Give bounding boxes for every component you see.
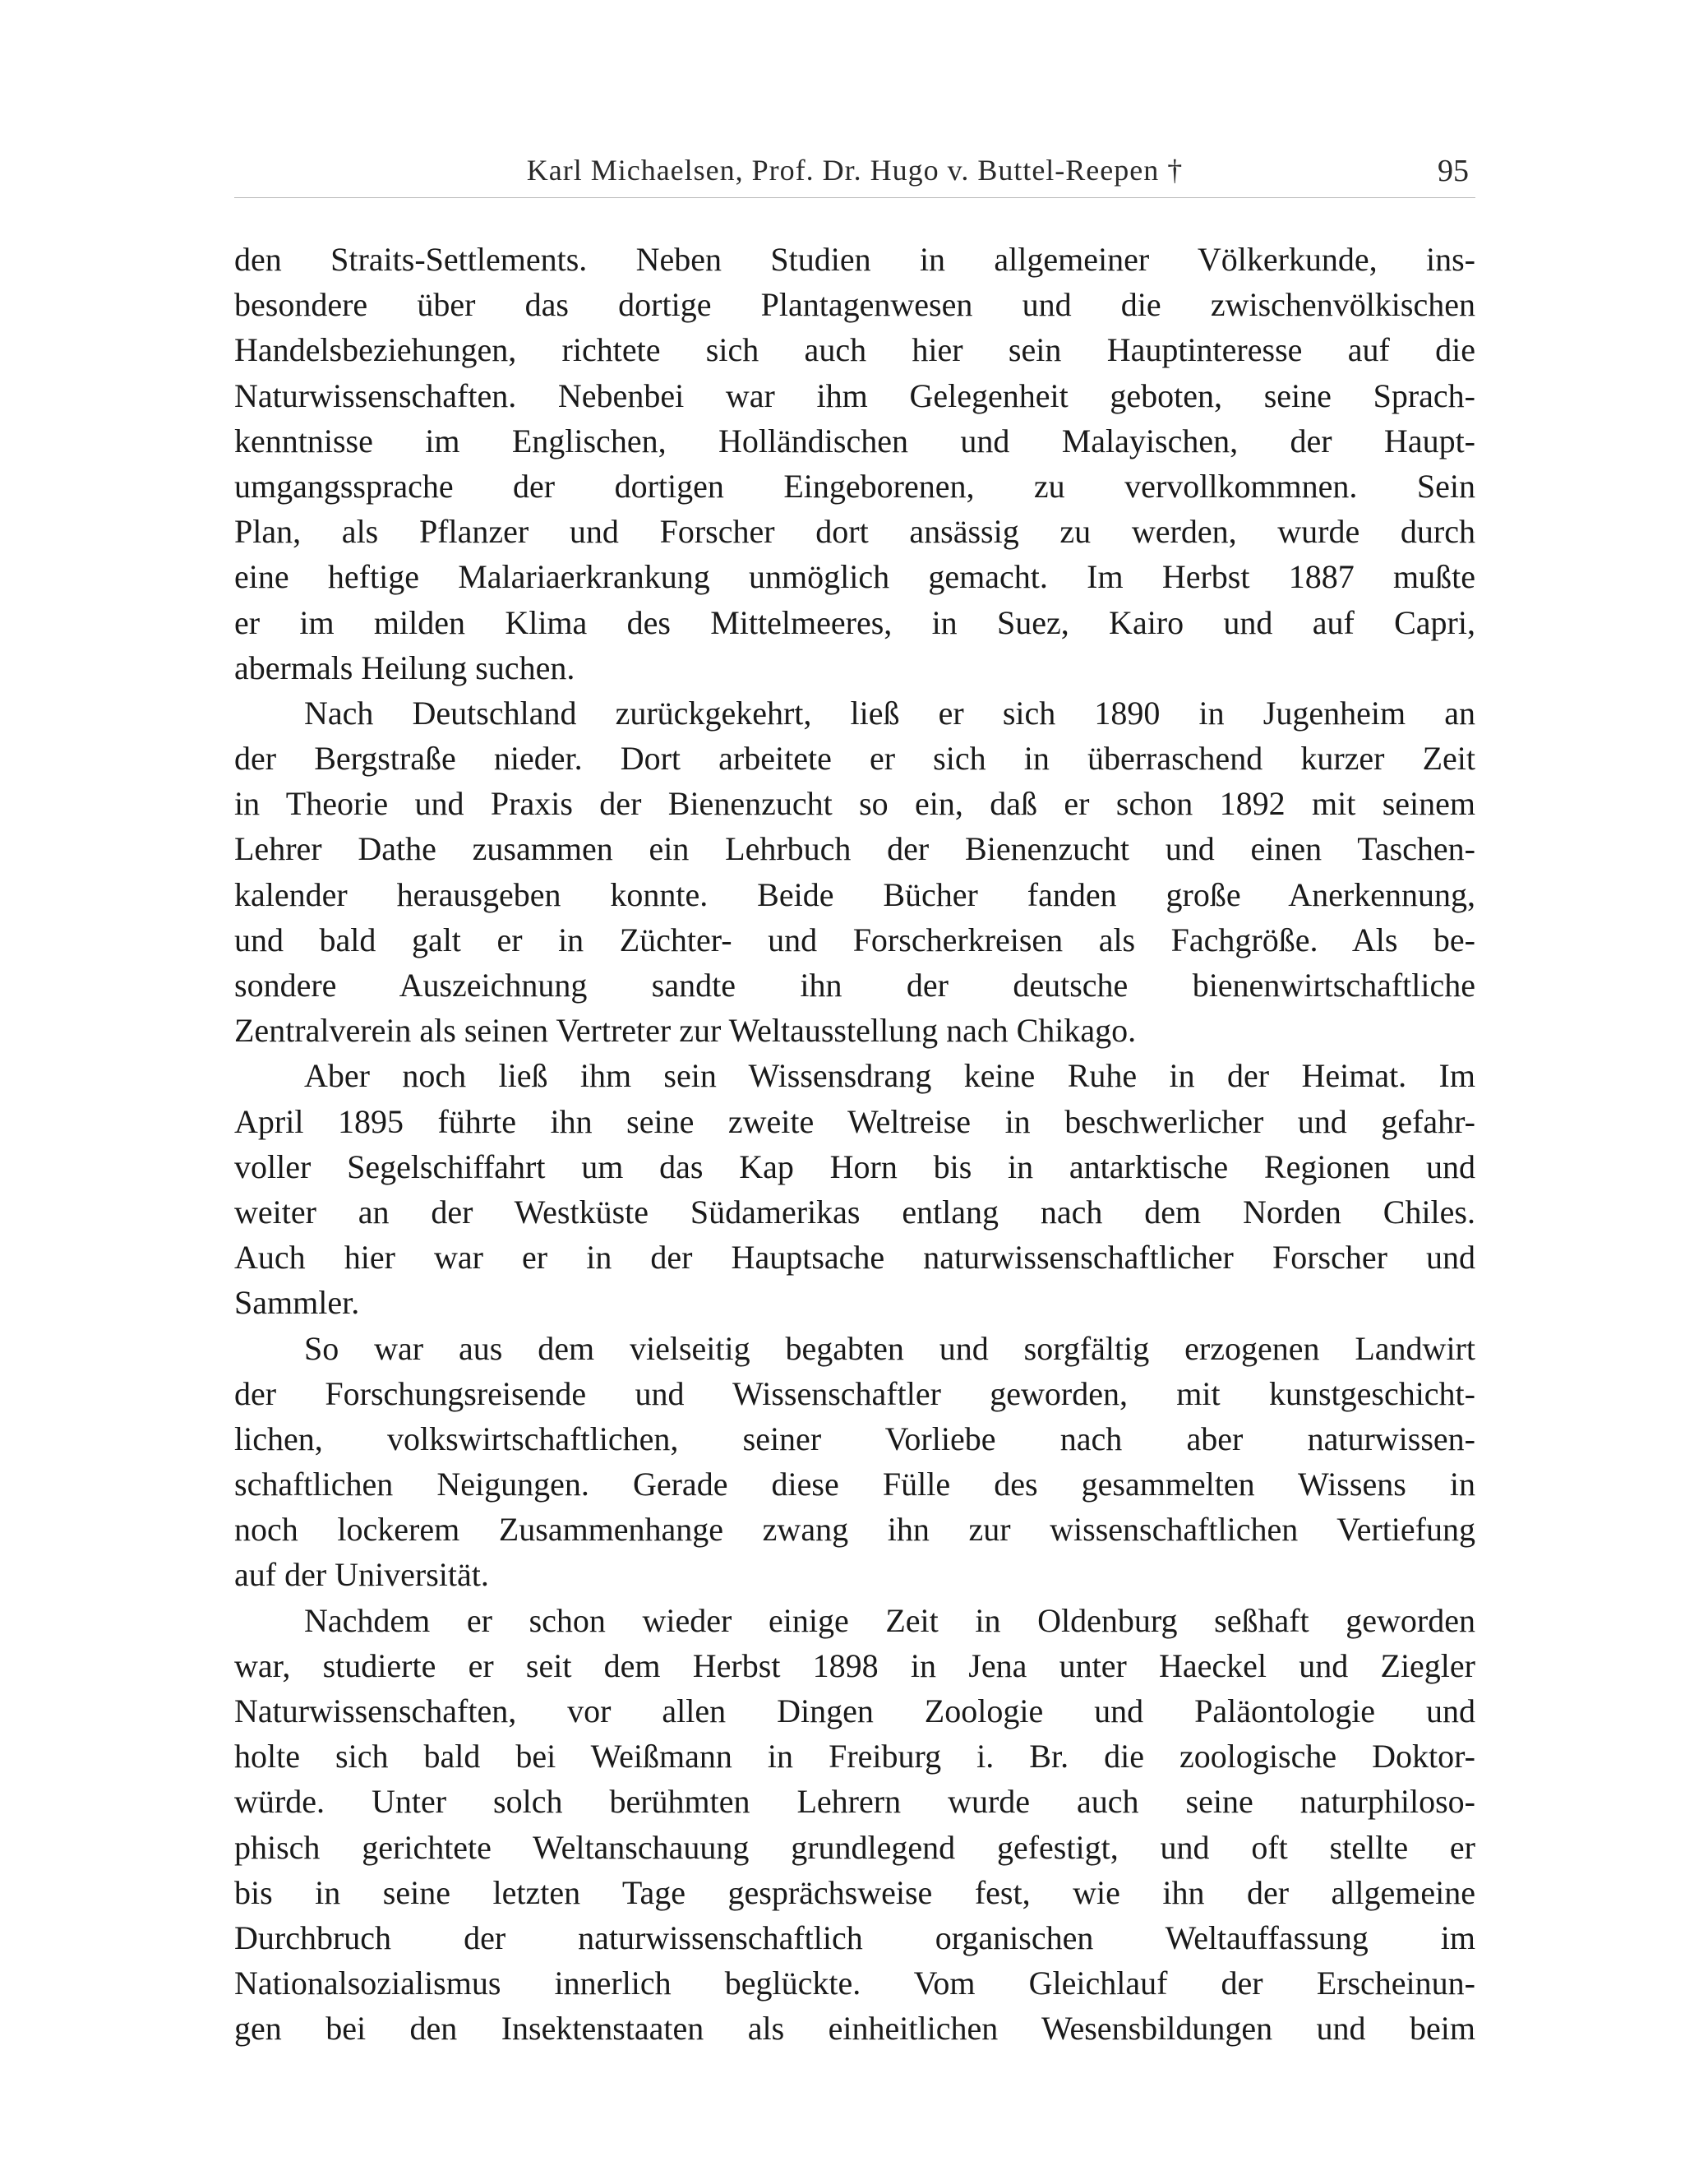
text-line: Zentralverein als seinen Vertreter zur Weltausstellung nach Chikago. [234,1012,1137,1050]
text-line: Nach Deutschland zurückgekehrt, ließ er sich 1890 in Jugenheim an [304,694,1475,732]
text-line: eine heftige Malariaerkrankung unmöglich gemacht. Im Herbst 1887 mußte [234,558,1475,596]
text-line: lichen, volkswirtschaftlichen, seiner Vorliebe nach aber naturwissen- [234,1420,1475,1457]
text-line: kalender herausgeben konnte. Beide Bücher fanden große Anerkennung, [234,875,1475,913]
text-line: Durchbruch der naturwissenschaftlich organischen Weltauffassung im [234,1919,1475,1956]
text-line: der Bergstraße nieder. Dort arbeitete er sich in überraschend kurzer Zeit [234,740,1475,778]
text-line: schaftlichen Neigungen. Gerade diese Fülle des gesammelten Wissens in [234,1466,1475,1503]
paragraph [234,690,1475,1054]
text-line: weiter an der Westküste Südamerikas entlang nach dem Norden Chiles. [234,1193,1475,1231]
text-line: gen bei den Insektenstaaten als einheitlichen Wesensbildungen und beim [234,2010,1475,2048]
text-line: phisch gerichtete Weltanschauung grundlegend gefestigt, und oft stellte er [234,1828,1475,1866]
text-line: Handelsbeziehungen, richtete sich auch hier sein Hauptinteresse auf die [234,331,1475,369]
text-line: voller Segelschiffahrt um das Kap Horn bis in antarktische Regionen und [234,1147,1475,1185]
text-line: war, studierte er seit dem Herbst 1898 in Jena unter Haeckel und Ziegler [234,1646,1475,1684]
text-line: April 1895 führte ihn seine zweite Weltreise in beschwerlicher und gefahr- [234,1102,1475,1140]
text-line: würde. Unter solch berühmten Lehrern wurde auch seine naturphiloso- [234,1783,1475,1821]
text-line: Nachdem er schon wieder einige Zeit in Oldenburg seßhaft geworden [304,1601,1475,1639]
text-line: Naturwissenschaften, vor allen Dingen Zoologie und Paläontologie und [234,1692,1475,1729]
header-rule [234,197,1475,198]
text-line: abermals Heilung suchen. [234,649,575,686]
text-line: der Forschungsreisende und Wissenschaftler geworden, mit kunstgeschicht- [234,1374,1475,1412]
text-line: auf der Universität. [234,1556,489,1594]
text-line: besondere über das dortige Plantagenwesen und die zwischenvölkischen [234,286,1475,324]
text-line: So war aus dem vielseitig begabten und sorgfältig erzogenen Landwirt [304,1329,1475,1367]
text-line: Nationalsozialismus innerlich beglückte. Vom Gleichlauf der Erscheinun- [234,1965,1475,2002]
page-number: 95 [1438,154,1469,188]
text-line: Sammler. [234,1284,360,1322]
text-line: kenntnisse im Englischen, Holländischen und Malayischen, der Haupt- [234,422,1475,459]
text-line: sondere Auszeichnung sandte ihn der deutsche bienenwirtschaftliche [234,967,1475,1004]
text-line: er im milden Klima des Mittelmeeres, in Suez, Kairo und auf Capri, [234,603,1475,641]
paragraph [234,1053,1475,1325]
text-line: den Straits-Settlements. Neben Studien in allgemeiner Völkerkunde, ins- [234,241,1475,278]
text-line: noch lockerem Zusammenhange zwang ihn zur wissenschaftlichen Vertiefung [234,1511,1475,1549]
text-line: Lehrer Dathe zusammen ein Lehrbuch der Bienenzucht und einen Taschen- [234,830,1475,868]
paragraph [234,237,1475,690]
text-line: in Theorie und Praxis der Bienenzucht so ein, daß er schon 1892 mit seinem [234,785,1475,823]
text-line: Naturwissenschaften. Nebenbei war ihm Gelegenheit geboten, seine Sprach- [234,376,1475,414]
running-title: Karl Michaelsen, Prof. Dr. Hugo v. Buttel-Reepen † [526,154,1184,187]
text-line: bis in seine letzten Tage gesprächsweise fest, wie ihn der allgemeine [234,1873,1475,1911]
text-line: holte sich bald bei Weißmann in Freiburg i. Br. die zoologische Doktor- [234,1738,1475,1775]
text-line: Aber noch ließ ihm sein Wissensdrang keine Ruhe in der Heimat. Im [304,1057,1475,1095]
text-line: umgangssprache der dortigen Eingeborenen, zu vervollkommnen. Sein [234,467,1475,505]
text-line: und bald galt er in Züchter- und Forscherkreisen als Fachgröße. Als be- [234,921,1475,958]
body-text [234,237,1475,2052]
paragraph [234,1326,1475,1598]
text-line: Auch hier war er in der Hauptsache naturwissenschaftlicher Forscher und [234,1239,1475,1277]
paragraph [234,1598,1475,2052]
running-head [234,153,1475,202]
text-line: Plan, als Pflanzer und Forscher dort ansässig zu werden, wurde durch [234,513,1475,551]
